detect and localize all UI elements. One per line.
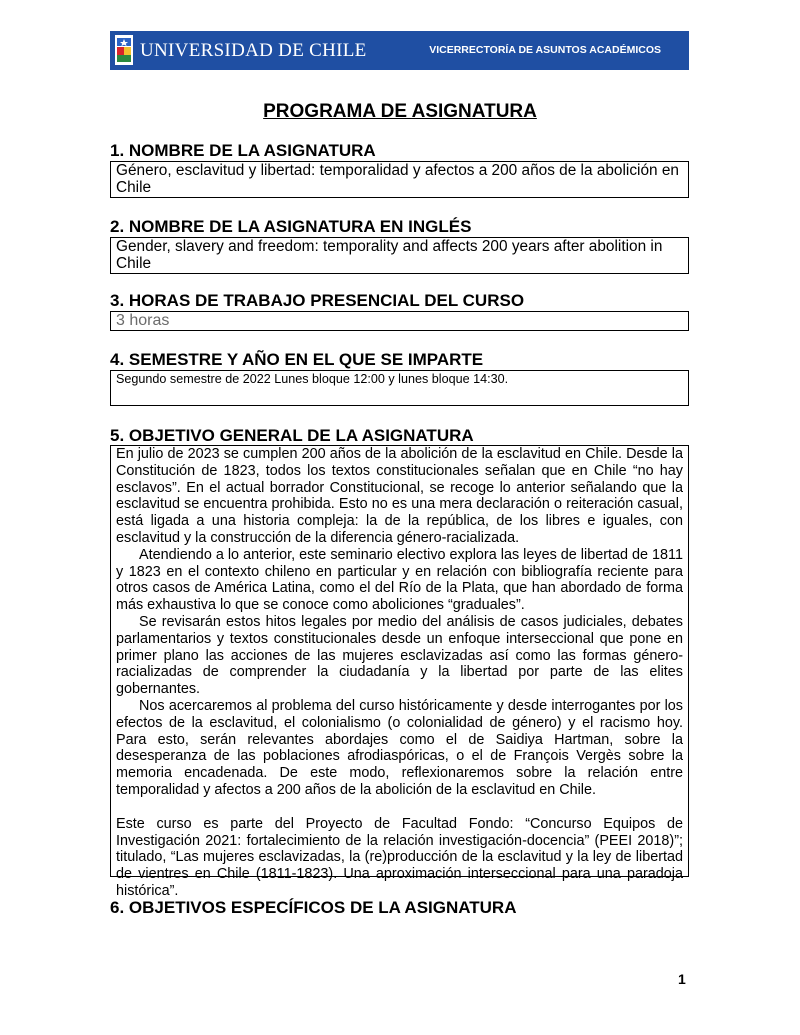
- course-name-english: Gender, slavery and freedom: temporality and affects 200 years after abolition in Chile: [116, 238, 663, 272]
- section-5-box: [110, 445, 689, 899]
- course-name: Género, esclavitud y libertad: temporalidad y afectos a 200 años de la abolición en Chile: [116, 162, 679, 196]
- university-crest-icon: [115, 35, 133, 65]
- section-3-heading: 3. HORAS DE TRABAJO PRESENCIAL DEL CURSO: [110, 291, 525, 310]
- university-name: UNIVERSIDAD DE CHILE: [140, 40, 367, 61]
- objective-paragraph-3: Se revisarán estos hitos legales por medio del análisis de casos judiciales, debates parlamentarios y textos constitucionales desde un enfoque interseccional que pone en primer plano las acciones de las mujeres esclavizadas así como las formas género-racializadas de comprender la ciudadanía y la libertad por parte de las elites gobernantes.: [116, 613, 683, 698]
- vicerrectoria-label: VICERRECTORÍA DE ASUNTOS ACADÉMICOS: [429, 44, 661, 56]
- section-2-box: [110, 237, 689, 274]
- section-4-box: [110, 370, 689, 406]
- section-5-heading: 5. OBJETIVO GENERAL DE LA ASIGNATURA: [110, 426, 474, 445]
- page-title: PROGRAMA DE ASIGNATURA: [263, 101, 537, 122]
- objective-paragraph-2: Atendiendo a lo anterior, este seminario electivo explora las leyes de libertad de 1811 y 1823 en el contexto chileno en particular y en relación con bibliografía reciente para otros casos de América Latina, como el del Río de la Plata, que han abordado de forma más exhaustiva lo que se conoce como aboliciones “graduales”.: [116, 546, 683, 614]
- objective-paragraph-1: En julio de 2023 se cumplen 200 años de la abolición de la esclavitud en Chile. Desde la Constitución de 1823, todos los textos constitucionales señalan que en Chile “no hay esclavos”. En el actual borrador Constitucional, se recoge lo anterior señalando que la esclavitud se encuentra prohibida. Esto no es una mera declaración o reiteración casual, está ligada a una historia compleja: la de la república, de los libres e iguales, con esclavitud y la construcción de la diferencia género-racializada.: [116, 446, 683, 546]
- paragraph-spacer: [116, 799, 683, 816]
- header-banner: [110, 31, 689, 70]
- page-number: 1: [678, 971, 686, 987]
- section-2-heading: 2. NOMBRE DE LA ASIGNATURA EN INGLÉS: [110, 217, 472, 236]
- section-1-box: [110, 161, 689, 198]
- section-3-box: [110, 311, 689, 331]
- section-1-heading: 1. NOMBRE DE LA ASIGNATURA: [110, 141, 376, 160]
- semester-schedule: Segundo semestre de 2022 Lunes bloque 12:00 y lunes bloque 14:30.: [116, 372, 509, 386]
- section-6-heading: 6. OBJETIVOS ESPECÍFICOS DE LA ASIGNATURA: [110, 898, 517, 917]
- objective-paragraph-4: Nos acercaremos al problema del curso históricamente y desde interrogantes por los efectos de la esclavitud, el colonialismo (o colonialidad de género) y el racismo hoy. Para esto, serán relevantes abordajes como el de Saidiya Hartman, sobre la desesperanza de las poblaciones afrodiaspóricas, o el de François Vergès sobre la memoria encadenada. De este modo, reflexionaremos sobre la relación entre temporalidad y afectos a 200 años de la abolición de la esclavitud en Chile.: [116, 697, 683, 798]
- contact-hours: 3 horas: [116, 312, 170, 329]
- objective-paragraph-5: Este curso es parte del Proyecto de Facultad Fondo: “Concurso Equipos de Investigación 2021: fortalecimiento de la relación investigación-docencia” (PEEI 2018)”; titulado, “Las mujeres esclavizadas, la (re)producción de la esclavitud y la ley de libertad de vientres en Chile (1811-1823). Una aproximación interseccional para una paradoja histórica”.: [116, 815, 683, 899]
- section-4-heading: 4. SEMESTRE Y AÑO EN EL QUE SE IMPARTE: [110, 350, 484, 369]
